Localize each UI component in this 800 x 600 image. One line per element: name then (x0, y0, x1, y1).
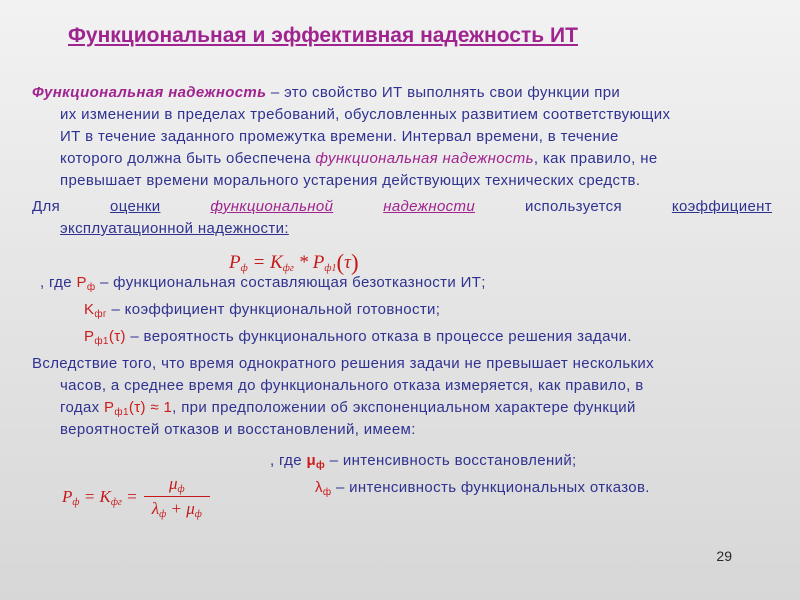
symbol-pf1: $P_{ф1}(\tau)$ (84, 328, 126, 347)
para3-line3-text-b: , при предположении об экспоненциальном характере функций (172, 399, 636, 416)
symbol-pf1-approx: $P_{ф1}(\tau) \approx 1$ (104, 399, 173, 418)
definition-lambda (315, 477, 650, 499)
para1-line3: ИТ в течение заданного промежутка времени. Интервал времени, в течение (60, 128, 619, 145)
definition-lambda-text: – интенсивность функциональных отказов. (331, 479, 650, 496)
formula-steady-state (62, 474, 210, 519)
symbol-mu: $\mu_ф$ (306, 452, 326, 471)
para3-line4: вероятностей отказов и восстановлений, имеем: (60, 421, 416, 438)
definition-mu-prefix: , где (270, 452, 307, 469)
formula2-numerator: $\mu_ф$ (168, 474, 185, 495)
symbol-kfg: $K_{фг}$ (84, 301, 107, 320)
formula2-lhs: $P_ф = K_{фг}$ = (62, 486, 142, 508)
definition-mu-text: – интенсивность восстановлений; (325, 452, 577, 469)
symbol-pf: $P_ф$ (76, 274, 96, 293)
definition-pf-text: – функциональная составляющая безотказности ИТ; (95, 274, 486, 291)
paragraph-functional-reliability-definition (30, 82, 772, 192)
para3-line3-text-a: годах (60, 399, 105, 416)
symbol-lambda: $\lambda_ф$ (315, 479, 332, 498)
para2-line2: эксплуатационной надежности: (60, 220, 289, 237)
slide-title: Функциональная и эффективная надежность ИТ (68, 24, 578, 47)
para1-line5: превышает времени морального устарения действующих технических средств. (60, 172, 641, 189)
definition-kfg-text: – коэффициент функциональной готовности; (106, 301, 441, 318)
para1-line1-text: – это свойство ИТ выполнять свои функции при (266, 84, 621, 101)
formula2-fraction (144, 474, 210, 519)
para2-word-functional: функциональной (210, 198, 334, 215)
definition-pf1-text: – вероятность функционального отказа в процессе решения задачи. (125, 328, 632, 345)
term-functional-reliability: Функциональная надежность (32, 84, 267, 101)
term-functional-reliability-inline: функциональная надежность (315, 150, 534, 167)
para3-line3 (30, 397, 772, 419)
formula2-denominator: $\lambda_ф + \mu_ф$ (151, 499, 202, 520)
para1-line4 (30, 148, 772, 170)
para2-line1 (30, 196, 772, 218)
para1-line4-text-b: , как правило, не (533, 150, 658, 167)
para1-line2: их изменении в пределах требований, обусловленных развитием соответствующих (60, 106, 671, 123)
para1-line1 (30, 82, 772, 104)
definition-pf-prefix: , где (40, 274, 77, 291)
para2-word-dlya: Для (32, 198, 61, 215)
definition-kfg (84, 299, 440, 321)
para2-word-otsenki: оценки (110, 198, 161, 215)
para2-word-coefficient: коэффициент (671, 198, 772, 215)
formula1-render: $P_ф = K_{фг} * P_{ф1}(\tau)$ (229, 250, 359, 275)
paragraph-coefficient-intro (30, 196, 772, 240)
definition-pf1 (84, 326, 632, 348)
para1-line4-text-a: которого должна быть обеспечена (60, 150, 316, 167)
para2-word-reliability: надежности (383, 198, 476, 215)
definition-pf (40, 272, 486, 294)
para2-word-used: используется (524, 198, 622, 215)
paragraph-consequence (30, 353, 772, 441)
definition-mu (270, 450, 577, 472)
page-number: 29 (716, 548, 732, 564)
para3-line1: Вследствие того, что время однократного решения задачи не превышает нескольких (32, 355, 654, 372)
para3-line2: часов, а среднее время до функционального отказа измеряется, как правило, в (60, 377, 644, 394)
